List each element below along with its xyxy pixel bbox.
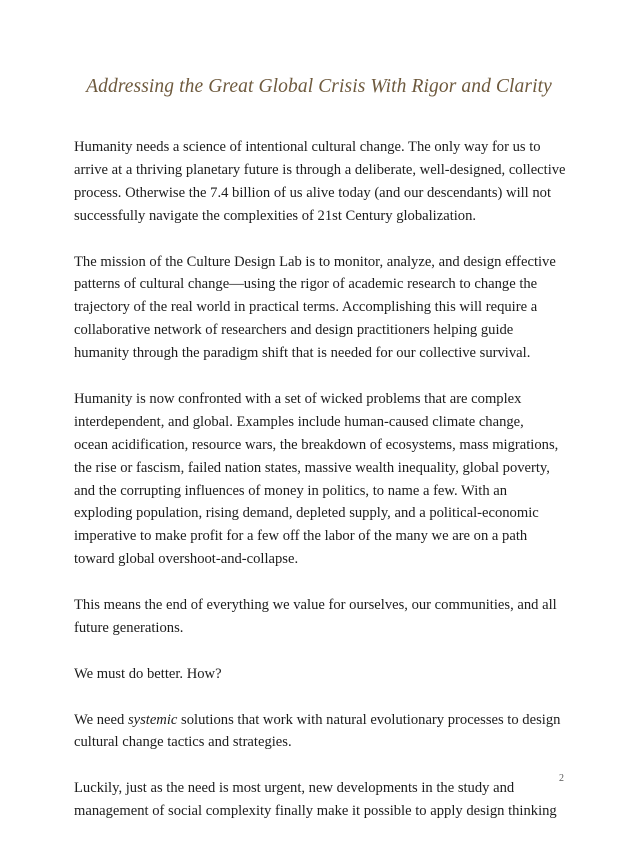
page-number: 2 <box>559 773 564 784</box>
text-line: Humanity needs a science of intentional cultural change. The only way for us to <box>74 139 541 155</box>
emphasis-text: systemic <box>127 711 178 728</box>
document-body <box>74 136 574 846</box>
text-run: We need <box>74 711 128 728</box>
text-line: exploding population, rising demand, depleted supply, and a political-economic <box>74 505 539 522</box>
text-line <box>74 709 574 732</box>
paragraph-consequences <box>74 594 574 640</box>
text-line: Humanity is now confronted with a set of wicked problems that are complex <box>74 390 522 407</box>
text-line: and the corrupting influences of money in politics, to name a few. With an <box>74 482 508 499</box>
text-line: the rise or fascism, failed nation states, massive wealth inequality, global poverty, <box>74 459 550 476</box>
paragraph-luckily <box>74 777 574 823</box>
text-line: management of social complexity finally make it possible to apply design thinking <box>74 803 557 820</box>
paragraph-mission <box>74 251 574 366</box>
text-line: successfully navigate the complexities of 21st Century globalization. <box>74 207 477 224</box>
text-line: future generations. <box>74 619 184 636</box>
text-line: arrive at a thriving planetary future is through a deliberate, well-designed, collective <box>74 161 566 178</box>
text-line: cultural change tactics and strategies. <box>74 734 292 751</box>
text-line: interdependent, and global. Examples include human-caused climate change, <box>74 413 524 430</box>
text-run: solutions that work with natural evolutionary processes to design <box>177 711 561 728</box>
text-line: We must do better. How? <box>74 665 222 682</box>
text-line: patterns of cultural change—using the rigor of academic research to change the <box>74 276 538 293</box>
text-line: ocean acidification, resource wars, the breakdown of ecosystems, mass migrations, <box>74 436 559 453</box>
paragraph-intro <box>74 136 574 228</box>
text-line: trajectory of the real world in practical terms. Accomplishing this will require a <box>74 299 538 316</box>
page-title: Addressing the Great Global Crisis With Rigor and Clarity <box>86 76 552 97</box>
paragraph-do-better <box>74 663 574 686</box>
paragraph-systemic <box>74 709 574 755</box>
text-line: collaborative network of researchers and design practitioners helping guide <box>74 322 514 339</box>
text-line: toward global overshoot-and-collapse. <box>74 551 299 568</box>
text-line: process. Otherwise the 7.4 billion of us alive today (and our descendants) will not <box>74 184 552 201</box>
text-line: Luckily, just as the need is most urgent, new developments in the study and <box>74 780 515 797</box>
text-line: The mission of the Culture Design Lab is to monitor, analyze, and design effective <box>74 253 556 270</box>
paragraph-wicked-problems <box>74 388 574 571</box>
text-line: imperative to make profit for a few off the labor of the many we are on a path <box>74 528 528 545</box>
text-line: This means the end of everything we value for ourselves, our communities, and all <box>74 597 557 614</box>
text-line: humanity through the paradigm shift that is needed for our collective survival. <box>74 345 531 362</box>
